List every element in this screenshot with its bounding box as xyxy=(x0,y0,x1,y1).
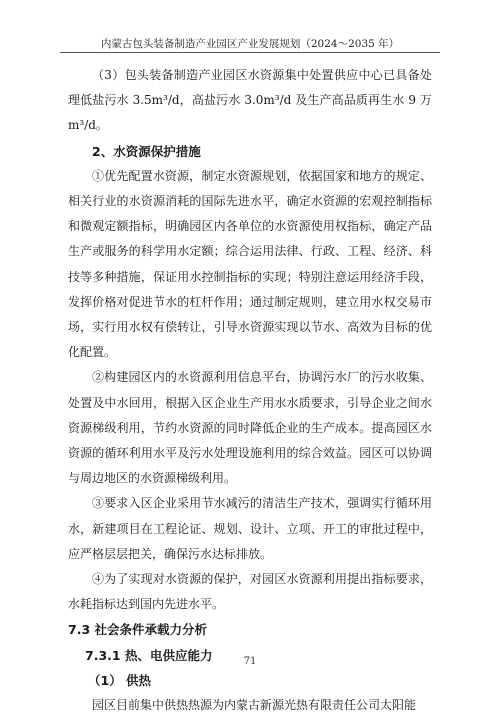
section-heading: 7.3 社会条件承载力分析 xyxy=(68,622,207,638)
paragraph-measure-1: ①优先配置水资源，制定水资源规划，依据国家和地方的规定、相关行业的水资源消耗的国际先进水平，确定水资源的宏观控制指标和微观定额指标，明确园区内各单位的水资源使用权指标，确定产品生产或服务的科学用水定额；综合运用法律、行政、工程、经济、科技等多种措施，保证用水控制指标的实现；特别注意运用经济手段，发挥价格对促进节水的杠杆作用；通过制定规则，建立用水权交易市场，实行用水权有偿转让，引导水资源实现以节水、高效为目标的优化配置。 xyxy=(68,168,432,360)
heading-water-protection: 2、水资源保护措施 xyxy=(92,143,201,159)
paragraph-heating: 园区目前集中供热热源为内蒙古新源光热有限责任公司太阳能 xyxy=(92,698,417,713)
header-rule xyxy=(60,52,440,53)
subsection-heading: 7.3.1 热、电供应能力 xyxy=(85,647,213,663)
paragraph-intro: （3）包头装备制造产业园区水资源集中处置供应中心已具备处理低盐污水 3.5m³/d，高盐污水 3.0m³/d 及生产高品质再生水 9 万 m³/d。 xyxy=(68,68,432,133)
page-body xyxy=(68,63,432,718)
item-heading: （1） 供热 xyxy=(88,672,152,688)
page-number: 71 xyxy=(243,656,257,667)
paragraph-measure-3: ③要求入区企业采用节水减污的清洁生产技术，强调实行循环用水，新建项目在工程论证、规划、设计、立项、开工的审批过程中，应严格层层把关，确保污水达标排放。 xyxy=(68,496,432,561)
paragraph-measure-4: ④为了实现对水资源的保护，对园区水资源利用提出指标要求，水耗指标达到国内先进水平。 xyxy=(68,572,432,612)
paragraph-measure-2: ②构建园区内的水资源利用信息平台，协调污水厂的污水收集、处置及中水回用，根据入区企业生产用水水质要求，引导企业之间水资源梯级利用，节约水资源的同时降低企业的生产成本。提高园区水资源的循环利用水平及污水处理设施利用的综合效益。园区可以协调与周边地区的水资源梯级利用。 xyxy=(68,370,432,486)
running-header: 内蒙古包头装备制造产业园区产业发展规划（2024～2035 年） xyxy=(100,38,400,50)
